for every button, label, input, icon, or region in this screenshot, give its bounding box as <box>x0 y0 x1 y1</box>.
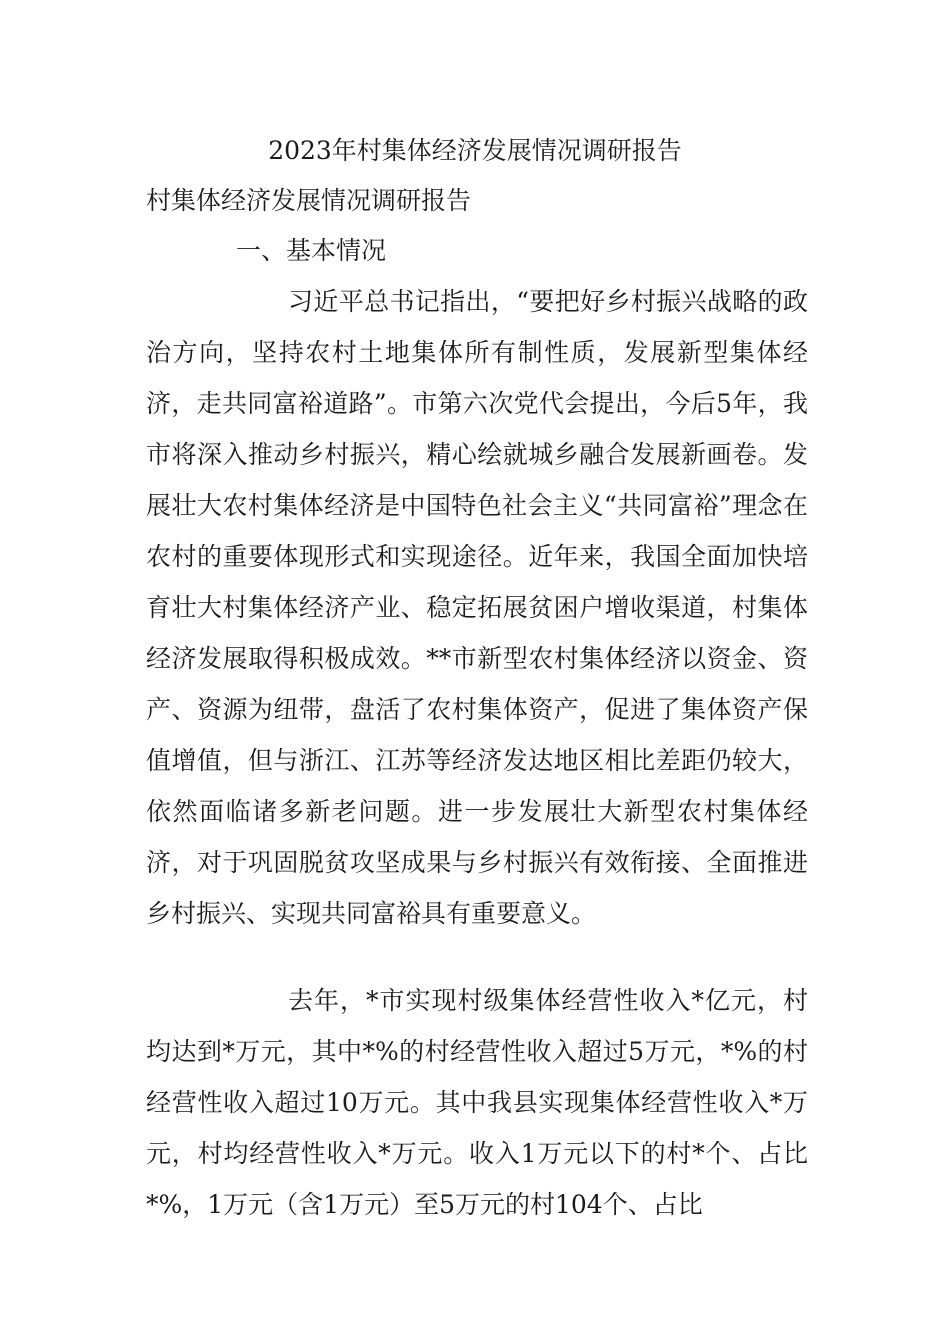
document-subtitle: 村集体经济发展情况调研报告 <box>146 186 472 215</box>
body-paragraph: 习近平总书记指出，“要把好乡村振兴战略的政治方向，坚持农村土地集体所有制性质，发展新型集体经济，走共同富裕道路”。市第六次党代会提出，今后5年，我市将深入推动乡村振兴，精心绘就城乡融合发展新画卷。发展壮大农村集体经济是中国特色社会主义“共同富裕”理念在农村的重要体现形式和实现途径。近年来，我国全面加快培育壮大村集体经济产业、稳定拓展贫困户增收渠道，村集体经济发展取得积极成效。**市新型农村集体经济以资金、资产、资源为纽带，盘活了农村集体资产，促进了集体资产保值增值，但与浙江、江苏等经济发达地区相比差距仍较大，依然面临诸多新老问题。进一步发展壮大新型农村集体经济，对于巩固脱贫攻坚成果与乡村振兴有效衔接、全面推进乡村振兴、实现共同富裕具有重要意义。 <box>146 287 808 928</box>
document-title: 2023年村集体经济发展情况调研报告 <box>268 136 682 165</box>
section-heading: 一、基本情况 <box>236 236 387 265</box>
body-paragraph: 去年，*市实现村级集体经营性收入*亿元，村均达到*万元，其中*%的村经营性收入超过5万元，*%的村经营性收入超过10万元。其中我县实现集体经营性收入*万元，村均经营性收入*万元。收入1万元以下的村*个、占比*%，1万元（含1万元）至5万元的村104个、占比 <box>146 986 808 1219</box>
